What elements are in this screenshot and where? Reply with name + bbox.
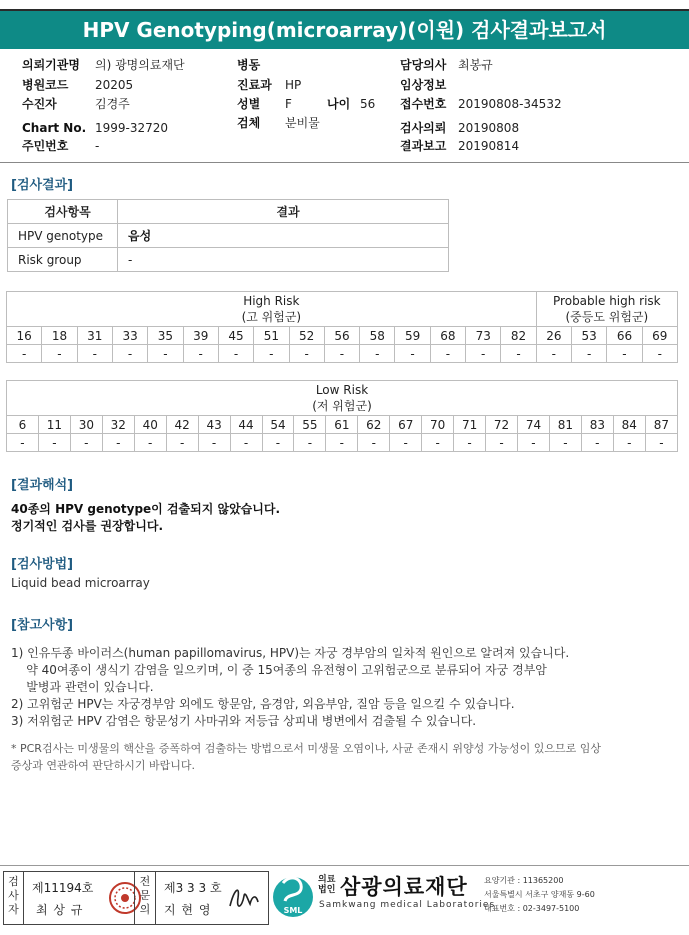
hpv-result-82: - [501, 345, 536, 363]
hpv-type-70: 70 [422, 416, 454, 434]
hpv-type-74: 74 [518, 416, 550, 434]
field-label: 나이 [327, 97, 351, 111]
hpv-type-69: 69 [642, 327, 677, 345]
org-name: 삼광의료재단 [340, 875, 468, 899]
field-value: 20205 [95, 78, 134, 92]
result-item-risk: Risk group [8, 248, 118, 272]
hpv-result-40: - [134, 434, 166, 452]
probable-high-risk-header [536, 292, 677, 327]
field-label: 진료과 [237, 78, 272, 92]
examiner-label: 전문의 [134, 872, 156, 924]
col3-row-4 [400, 138, 519, 154]
hpv-result-59: - [395, 345, 430, 363]
reference-note-1b: 약 40여종이 생식기 감염을 일으키며, 이 중 15여종의 유전형이 고위험군으로 분류되어 자궁 경부암 [11, 663, 547, 677]
hpv-result-81: - [549, 434, 581, 452]
field-value: - [95, 139, 100, 153]
org-prefix: 의료 법인 [318, 875, 336, 895]
inspector-license: 제11194호 [32, 881, 94, 895]
interpretation-line-1: 40종의 HPV genotype이 검출되지 않았습니다. [11, 502, 281, 516]
low-risk-header-title: Low Risk [315, 383, 369, 397]
sml-logo-icon [271, 871, 315, 923]
col3-row-3 [400, 120, 519, 136]
org-info-phone: 대표번호 : 02-3497-5100 [484, 904, 580, 913]
high-risk-header [7, 292, 537, 327]
reference-note-1: 1) 인유두종 바이러스(human papillomavirus, HPV)는 자궁 경부암의 일차적 원인으로 알려져 있습니다. [11, 646, 570, 660]
hpv-result-68: - [430, 345, 465, 363]
hpv-result-44: - [230, 434, 262, 452]
col2-row-0 [237, 57, 285, 73]
hpv-result-74: - [518, 434, 550, 452]
inspector-label: 검사자 [4, 872, 24, 924]
section-reference-heading: [참고사항] [11, 618, 74, 633]
org-info-code: 요양기관 : 11365200 [484, 876, 564, 885]
pcr-footnote [11, 740, 601, 774]
hpv-result-55: - [294, 434, 326, 452]
hpv-result-83: - [581, 434, 613, 452]
result-value-risk: - [118, 248, 449, 272]
field-label: 접수번호 [400, 97, 447, 111]
result-header-value: 결과 [118, 200, 449, 224]
pcr-footnote-line-2: 증상과 연관하여 판단하시기 바랍니다. [11, 759, 196, 772]
low-risk-header [7, 381, 678, 416]
hpv-result-16: - [7, 345, 42, 363]
hpv-type-61: 61 [326, 416, 358, 434]
hpv-result-54: - [262, 434, 294, 452]
inspector-name: 최 상 규 [36, 903, 84, 917]
section-result-heading: [검사결과] [11, 178, 74, 193]
reference-notes [11, 645, 569, 730]
low-risk-header-subtitle: (저 위험군) [312, 399, 372, 413]
hpv-result-66: - [607, 345, 642, 363]
field-value: HP [285, 78, 302, 92]
field-value: 1999-32720 [95, 121, 169, 135]
hpv-type-33: 33 [112, 327, 147, 345]
hpv-type-18: 18 [42, 327, 77, 345]
result-item-genotype: HPV genotype [8, 224, 118, 248]
col3-row-2 [400, 96, 562, 112]
logo-text: SML [283, 906, 303, 915]
result-value-genotype: 음성 [118, 224, 449, 248]
examiner-name: 지 현 영 [164, 903, 212, 917]
hpv-type-16: 16 [7, 327, 42, 345]
hpv-result-61: - [326, 434, 358, 452]
col1-row-1 [22, 77, 133, 93]
col2-row-1 [237, 77, 301, 93]
hpv-type-58: 58 [360, 327, 395, 345]
report-title: HPV Genotyping(microarray)(이원) 검사결과보고서 [0, 9, 689, 49]
hpv-type-30: 30 [70, 416, 102, 434]
field-value: 최봉규 [458, 58, 493, 72]
hpv-type-87: 87 [645, 416, 677, 434]
hpv-type-39: 39 [183, 327, 218, 345]
hpv-type-73: 73 [466, 327, 501, 345]
high-risk-table [6, 291, 678, 363]
hpv-result-45: - [218, 345, 253, 363]
interpretation-line-2: 정기적인 검사를 권장합니다. [11, 519, 164, 533]
field-label: 병동 [237, 58, 261, 72]
low-risk-table [6, 380, 678, 452]
field-label: 검사의뢰 [400, 121, 447, 135]
hpv-result-67: - [390, 434, 422, 452]
field-value: 56 [360, 97, 376, 111]
field-label: 수진자 [22, 97, 57, 111]
reference-note-2: 2) 고위험군 HPV는 자궁경부암 외에도 항문암, 음경암, 외음부암, 질암 등을 일으킬 수 있습니다. [11, 697, 515, 711]
hpv-type-55: 55 [294, 416, 326, 434]
hpv-result-43: - [198, 434, 230, 452]
hpv-type-44: 44 [230, 416, 262, 434]
hpv-type-26: 26 [536, 327, 571, 345]
hpv-type-83: 83 [581, 416, 613, 434]
field-label: 병원코드 [22, 78, 69, 92]
field-value: 20190808-34532 [458, 97, 562, 111]
field-value: F [285, 97, 292, 111]
hpv-type-59: 59 [395, 327, 430, 345]
hpv-type-40: 40 [134, 416, 166, 434]
hpv-result-11: - [38, 434, 70, 452]
method-text: Liquid bead microarray [11, 576, 150, 590]
hpv-type-71: 71 [454, 416, 486, 434]
hpv-result-39: - [183, 345, 218, 363]
examiner-license: 제3 3 3 호 [164, 881, 222, 895]
signature-icon [226, 880, 262, 916]
field-value: 의) 광명의료재단 [95, 58, 185, 72]
col1-row-4 [22, 138, 99, 154]
hpv-type-84: 84 [613, 416, 645, 434]
hpv-type-66: 66 [607, 327, 642, 345]
hpv-result-72: - [486, 434, 518, 452]
hpv-result-87: - [645, 434, 677, 452]
hpv-result-70: - [422, 434, 454, 452]
hpv-result-35: - [148, 345, 183, 363]
hpv-type-62: 62 [358, 416, 390, 434]
col3-row-1 [400, 77, 458, 93]
org-info-address: 서울특별시 서초구 양재동 9-60 [484, 890, 595, 899]
section-method-heading: [검사방법] [11, 557, 74, 572]
field-value: 20190814 [458, 139, 520, 153]
pcr-footnote-line-1: * PCR검사는 미생물의 핵산을 증폭하여 검출하는 방법으로서 미생물 오염이나, 사균 존재시 위양성 가능성이 있으므로 임상 [11, 742, 601, 755]
col3-row-0 [400, 57, 493, 73]
hpv-type-82: 82 [501, 327, 536, 345]
hpv-type-43: 43 [198, 416, 230, 434]
hpv-result-52: - [289, 345, 324, 363]
hpv-result-26: - [536, 345, 571, 363]
hpv-type-68: 68 [430, 327, 465, 345]
col1-row-2 [22, 96, 130, 112]
field-value: 김경주 [95, 97, 130, 111]
col2-row-3 [237, 115, 320, 131]
hpv-result-31: - [77, 345, 112, 363]
hpv-type-67: 67 [390, 416, 422, 434]
hpv-result-32: - [102, 434, 134, 452]
hpv-result-69: - [642, 345, 677, 363]
result-table [7, 199, 449, 272]
reference-note-1c: 발병과 관련이 있습니다. [11, 680, 154, 694]
footer-divider [0, 865, 689, 866]
probable-high-risk-header-subtitle: (중등도 위험군) [565, 310, 649, 324]
reference-note-3: 3) 저위험군 HPV 감염은 항문성기 사마귀와 저등급 상피내 병변에서 검출될 수 있습니다. [11, 714, 477, 728]
hpv-result-51: - [254, 345, 289, 363]
hpv-result-42: - [166, 434, 198, 452]
hpv-type-56: 56 [324, 327, 359, 345]
hpv-type-52: 52 [289, 327, 324, 345]
hpv-type-51: 51 [254, 327, 289, 345]
hpv-result-62: - [358, 434, 390, 452]
col2-row-2 [237, 96, 292, 112]
field-value: 분비물 [285, 116, 320, 130]
field-label: 의뢰기관명 [22, 58, 80, 72]
header-divider [0, 162, 689, 163]
hpv-result-73: - [466, 345, 501, 363]
hpv-type-45: 45 [218, 327, 253, 345]
hpv-result-53: - [572, 345, 607, 363]
field-label: 임상정보 [400, 78, 447, 92]
hpv-result-56: - [324, 345, 359, 363]
field-label: 검체 [237, 116, 261, 130]
probable-high-risk-header-title: Probable high risk [553, 294, 661, 308]
hpv-type-72: 72 [486, 416, 518, 434]
field-label: 담당의사 [400, 58, 447, 72]
section-interpretation-heading: [결과해석] [11, 478, 74, 493]
hpv-type-32: 32 [102, 416, 134, 434]
result-header-item: 검사항목 [8, 200, 118, 224]
org-english: Samkwang medical Laboratories [319, 900, 496, 910]
col1-row-3 [22, 120, 168, 136]
hpv-result-18: - [42, 345, 77, 363]
hpv-type-35: 35 [148, 327, 183, 345]
high-risk-header-subtitle: (고 위험군) [241, 310, 302, 324]
hpv-type-11: 11 [38, 416, 70, 434]
hpv-result-71: - [454, 434, 486, 452]
hpv-type-42: 42 [166, 416, 198, 434]
hpv-result-6: - [7, 434, 39, 452]
field-label: 성별 [237, 97, 261, 111]
hpv-type-81: 81 [549, 416, 581, 434]
hpv-type-31: 31 [77, 327, 112, 345]
field-value: 20190808 [458, 121, 520, 135]
high-risk-header-title: High Risk [243, 294, 300, 308]
hpv-result-30: - [70, 434, 102, 452]
hpv-result-33: - [112, 345, 147, 363]
hpv-result-84: - [613, 434, 645, 452]
hpv-type-6: 6 [7, 416, 39, 434]
hpv-result-58: - [360, 345, 395, 363]
org-info [484, 874, 595, 916]
hpv-type-54: 54 [262, 416, 294, 434]
field-label: 주민번호 [22, 139, 69, 153]
signature-box [3, 871, 269, 925]
field-label: 결과보고 [400, 139, 447, 153]
col1-row-0 [22, 57, 185, 73]
age-field [327, 96, 375, 112]
hpv-type-53: 53 [572, 327, 607, 345]
field-label: Chart No. [22, 121, 87, 135]
